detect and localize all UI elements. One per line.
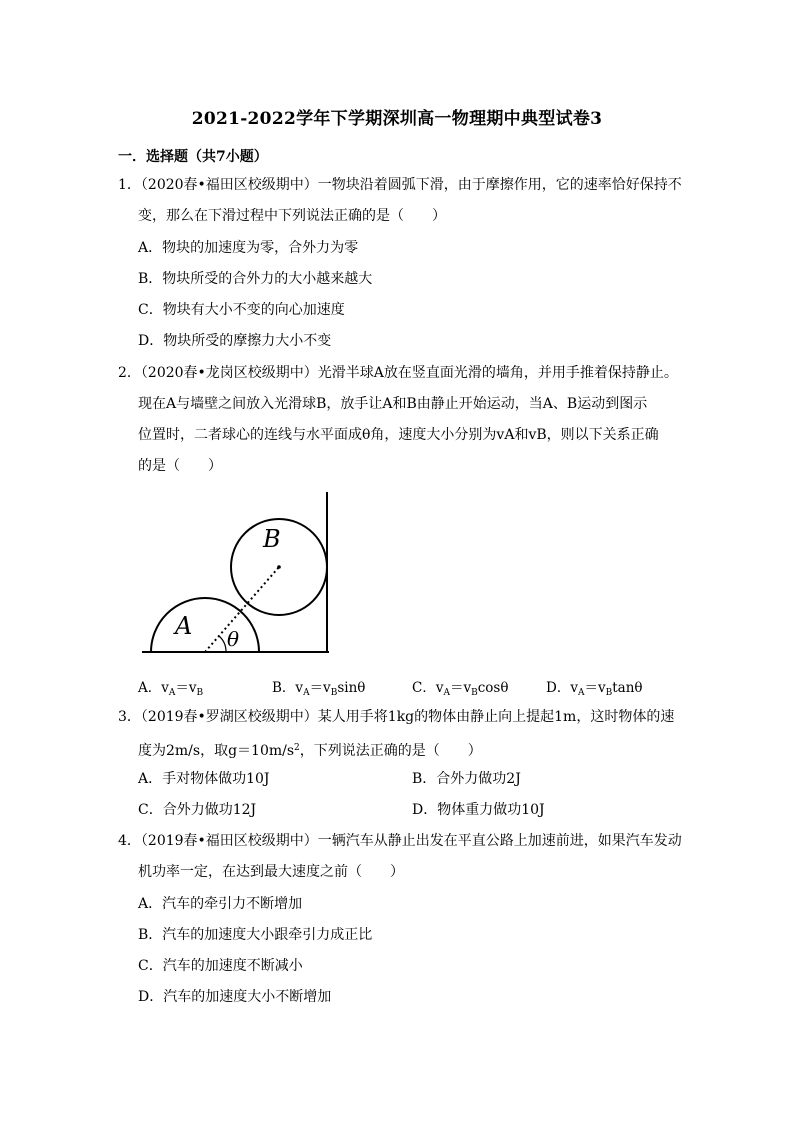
center-dot-b (277, 565, 281, 569)
q1-stem-line1: 1．（2020春•福田区校级期中）一物块沿着圆弧下滑，由于摩擦作用，它的速率恰好保持不 (118, 177, 682, 193)
center-line (205, 567, 279, 652)
q3-option-a: A．手对物体做功10J (138, 771, 270, 787)
q1-option-c: C．物块有大小不变的向心加速度 (138, 302, 345, 318)
q3-option-c: C．合外力做功12J (138, 802, 257, 818)
angle-arc (219, 636, 226, 652)
label-theta: θ (227, 627, 240, 651)
section-heading: 一．选择题（共7小题） (118, 149, 268, 165)
q2-figure (140, 490, 340, 656)
label-b: B (263, 525, 281, 553)
q4-stem-line1: 4．（2019春•福田区校级期中）一辆汽车从静止出发在平直公路上加速前进，如果汽车发动 (118, 833, 682, 849)
q2-stem-line4: 的是（ ） (138, 458, 222, 474)
q1-option-a: A．物块的加速度为零，合外力为零 (138, 240, 359, 256)
q1-option-d: D．物块所受的摩擦力大小不变 (138, 333, 332, 349)
q3-option-b: B．合外力做功2J (412, 771, 521, 787)
q2-option-d: D．$v_A=v_B\tan\theta$ (546, 680, 643, 698)
q4-stem-line2: 机功率一定，在达到最大速度之前（ ） (138, 864, 404, 880)
q1-option-b: B．物块所受的合外力的大小越来越大 (138, 271, 373, 287)
q2-option-a: A．$v_A=v_B$ (138, 680, 204, 698)
q4-option-a: A．汽车的牵引力不断增加 (138, 896, 303, 912)
q3-option-d: D．物体重力做功10J (412, 802, 545, 818)
q2-option-c: C．$v_A=v_B\cos\theta$ (412, 680, 509, 698)
q4-option-d: D．汽车的加速度大小不断增加 (138, 989, 332, 1005)
q2-stem-line3: 位置时，二者球心的连线与水平面成θ角，速度大小分别为vA和vB，则以下关系正确 (138, 427, 659, 443)
q2-option-b: B．$v_A=v_B\sin\theta$ (272, 680, 366, 698)
label-a: A (175, 612, 193, 640)
q1-stem-line2: 变，那么在下滑过程中下列说法正确的是（ ） (138, 208, 446, 224)
q4-option-b: B．汽车的加速度大小跟牵引力成正比 (138, 927, 373, 943)
q3-stem-line2: 度为2m/s，取$g=10m/s^2$，下列说法正确的是（ ） (138, 743, 482, 759)
exam-title: 2021-2022学年下学期深圳高一物理期中典型试卷3 (191, 109, 603, 129)
q2-stem-line2: 现在A与墙壁之间放入光滑球B，放手让A和B由静止开始运动，当A、B运动到图示 (138, 396, 648, 412)
q2-stem-line1: 2．（2020春•龙岗区校级期中）光滑半球A放在竖直面光滑的墙角，并用手推着保持静止。 (118, 365, 678, 381)
q3-stem-line1: 3．（2019春•罗湖区校级期中）某人用手将1kg的物体由静止向上提起1m，这时物体的速 (118, 709, 675, 725)
q4-option-c: C．汽车的加速度不断减小 (138, 958, 303, 974)
hemisphere-a (151, 598, 259, 652)
